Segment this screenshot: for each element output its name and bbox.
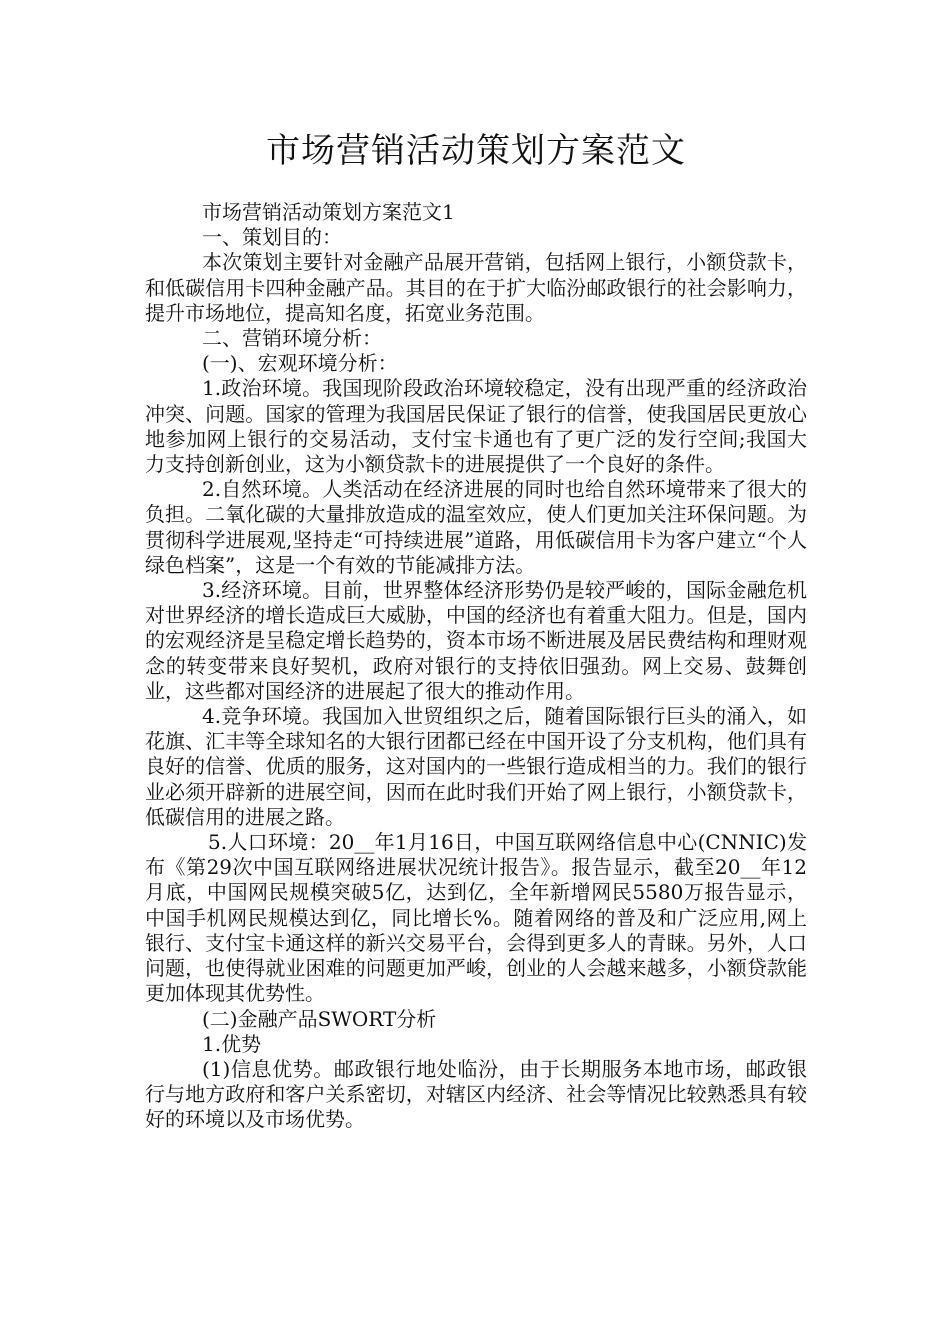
section-heading: 二、营销环境分析： (202, 326, 382, 351)
section-heading: 1.优势 (202, 1031, 262, 1056)
section-heading: (一)、宏观环境分析： (202, 351, 398, 376)
body-paragraph: 2.自然环境。人类活动在经济进展的同时也给自然环境带来了很大的负担。二氧化碳的大量排放造成的温室效应，使人们更加关注环保问题。为贯彻科学进展观,坚持走“可持续进展”道路，用低碳信用卡为客户建立“个人绿色档案”，这是一个有效的节能减排方法。 (145, 477, 807, 577)
body-paragraph: 3.经济环境。目前，世界整体经济形势仍是较严峻的，国际金融危机对世界经济的增长造成巨大威胁，中国的经济也有着重大阻力。但是，国内的宏观经济是呈稳定增长趋势的，资本市场不断进展及居民费结构和理财观念的转变带来良好契机，政府对银行的支持依旧强劲。网上交易、鼓舞创业，这些都对国经济的进展起了很大的推动作用。 (145, 578, 807, 703)
section-heading: 市场营销活动策划方案范文1 (202, 200, 455, 224)
body-paragraph: 5.人口环境：20__年1月16日，中国互联网络信息中心(CNNIC)发布《第29次中国互联网络进展状况统计报告》。报告显示，截至20__年12月底，中国网民规模突破5亿，达到亿，全年新增网民5580万报告显示，中国手机网民规模达到亿，同比增长%。随着网络的普及和广泛应用,网上银行、支付宝卡通这样的新兴交易平台，会得到更多人的青睐。另外，人口问题，也使得就业困难的问题更加严峻，创业的人会越来越多，小额贷款能更加体现其优势性。 (145, 830, 807, 1006)
document-title: 市场营销活动策划方案范文 (266, 131, 686, 171)
section-heading: (二)金融产品SWORT分析 (202, 1006, 437, 1031)
body-paragraph: 本次策划主要针对金融产品展开营销，包括网上银行，小额贷款卡，和低碳信用卡四种金融产品。其目的在于扩大临汾邮政银行的社会影响力，提升市场地位，提高知名度，拓宽业务范围。 (145, 250, 807, 325)
document-page (145, 128, 807, 1133)
section-heading: 一、策划目的： (202, 225, 342, 250)
body-paragraph: 4.竞争环境。我国加入世贸组织之后，随着国际银行巨头的涌入，如花旗、汇丰等全球知名的大银行团都已经在中国开设了分支机构，他们具有良好的信誉、优质的服务，这对国内的一些银行造成相当的力。我们的银行业必须开辟新的进展空间，因而在此时我们开始了网上银行，小额贷款卡，低碳信用的进展之路。 (145, 704, 807, 829)
body-paragraph: (1)信息优势。邮政银行地处临汾，由于长期服务本地市场，邮政银行与地方政府和客户关系密切，对辖区内经济、社会等情况比较熟悉具有较好的环境以及市场优势。 (145, 1056, 807, 1132)
body-paragraph: 1.政治环境。我国现阶段政治环境较稳定，没有出现严重的经济政治冲突、问题。国家的管理为我国居民保证了银行的信誉，使我国居民更放心地参加网上银行的交易活动，支付宝卡通也有了更广泛的发行空间;我国大力支持创新创业，这为小额贷款卡的进展提供了一个良好的条件。 (145, 376, 807, 477)
